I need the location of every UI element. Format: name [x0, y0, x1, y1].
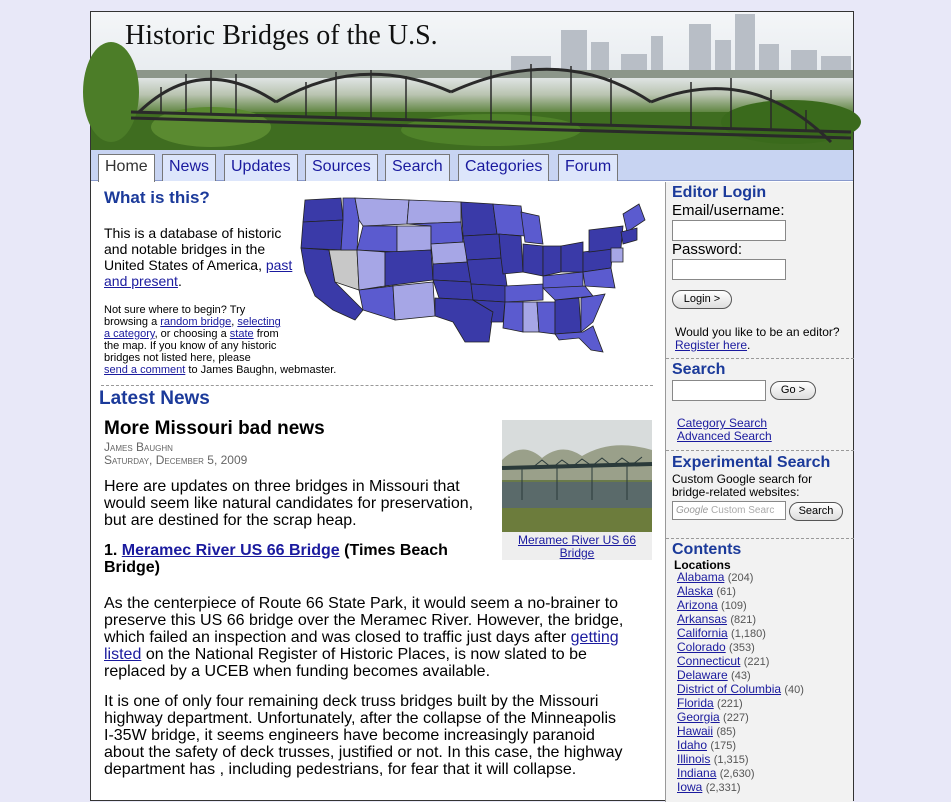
state-link[interactable]: state — [229, 328, 254, 340]
help-text-1: Not sure where to begin? Try browsing a — [104, 304, 246, 328]
password-field[interactable] — [672, 259, 786, 280]
past-and-present-link[interactable]: past and present — [104, 257, 293, 289]
p3-text-b: on the National Register of Historic Places, is now slated to be replaced by a UCEB when funding becomes available. — [104, 646, 587, 680]
section-divider — [101, 385, 653, 386]
state-link[interactable]: Indiana — [677, 766, 717, 780]
password-label: Password: — [672, 241, 743, 258]
help-text-3: , or choosing a — [154, 328, 227, 340]
list-item — [677, 585, 804, 599]
advanced-search-link[interactable]: Advanced Search — [677, 429, 772, 443]
tab-home[interactable]: Home — [98, 154, 155, 182]
help-text-4: from the map. If you know of any historic bridges not listed here, please — [104, 328, 279, 364]
latest-news-heading: Latest News — [99, 388, 210, 409]
state-link[interactable]: Arizona — [677, 598, 718, 612]
news-paragraph-3 — [104, 595, 626, 680]
category-search-link[interactable]: Category Search — [677, 416, 768, 430]
list-item — [677, 781, 804, 795]
state-link[interactable]: Colorado — [677, 640, 726, 654]
state-count: (85) — [716, 726, 736, 738]
site-title: Historic Bridges of the U.S. — [125, 20, 438, 51]
state-count: (175) — [710, 740, 737, 752]
help-text-2: , — [231, 316, 235, 328]
experimental-search-heading: Experimental Search — [672, 454, 831, 471]
google-search-button[interactable]: Search — [789, 502, 843, 521]
help-text-5: to James Baughn, webmaster. — [188, 364, 337, 376]
register-end: . — [747, 338, 751, 352]
state-link[interactable]: Illinois — [677, 752, 711, 766]
state-count: (109) — [721, 600, 747, 612]
list-item — [677, 767, 804, 781]
photo-caption-link[interactable]: Meramec River US 66 Bridge — [517, 533, 637, 560]
sidebar-divider — [666, 538, 854, 539]
editor-invite-text — [675, 326, 845, 352]
list-item — [677, 711, 804, 725]
state-count: (2,630) — [719, 768, 755, 780]
search-input[interactable] — [672, 380, 766, 401]
editor-text: Would you like to be an editor? — [675, 325, 840, 339]
list-item — [677, 683, 804, 697]
contents-heading: Contents — [672, 541, 742, 558]
state-link[interactable]: Alaska — [677, 584, 714, 598]
state-link[interactable]: Iowa — [677, 780, 703, 794]
state-list — [677, 571, 804, 795]
us-states-map[interactable] — [293, 192, 653, 352]
state-link[interactable]: Idaho — [677, 738, 708, 752]
state-link[interactable]: District of Columbia — [677, 682, 782, 696]
state-count: (1,315) — [713, 754, 749, 766]
state-count: (2,331) — [705, 782, 741, 794]
state-count: (43) — [731, 670, 751, 682]
tab-news[interactable]: News — [162, 154, 216, 181]
intro-end: . — [177, 273, 182, 289]
intro-body: This is a database of historic and notable bridges in the United States of America, — [104, 225, 282, 273]
select-category-link[interactable]: selecting a category — [104, 316, 281, 340]
p3-text-a: As the centerpiece of Route 66 State Park, it would seem a no-brainer to preserve this US 66 bridge over the Meramec River. However, the bridge, which failed an inspection and was closed to traffic just days after — [104, 595, 624, 646]
bridge-photo-image[interactable] — [502, 420, 652, 532]
state-count: (227) — [723, 712, 749, 724]
state-count: (204) — [727, 572, 754, 584]
list-item — [677, 739, 804, 753]
editor-login-heading: Editor Login — [672, 184, 767, 201]
item-suffix: (Times Beach Bridge) — [104, 542, 448, 576]
google-logo: Google — [676, 505, 709, 516]
getting-listed-link[interactable]: getting listed — [104, 629, 619, 663]
list-item — [677, 627, 804, 641]
list-item — [677, 725, 804, 739]
tab-updates[interactable]: Updates — [224, 154, 298, 181]
state-link[interactable]: Connecticut — [677, 654, 741, 668]
email-label: Email/username: — [672, 202, 785, 219]
search-heading: Search — [672, 361, 726, 378]
list-item — [677, 599, 804, 613]
help-text-narrow — [104, 304, 289, 364]
item-number: 1. — [104, 542, 118, 559]
email-field[interactable] — [672, 220, 786, 241]
google-placeholder: Custom Searc — [711, 505, 775, 516]
state-count: (61) — [716, 586, 736, 598]
state-count: (40) — [784, 684, 804, 696]
state-count: (221) — [717, 698, 743, 710]
news-paragraph-1: Here are updates on three bridges in Missouri that would seem like natural candidates for preservation, but are destined for the scrap heap. — [104, 478, 474, 529]
random-bridge-link[interactable]: random bridge — [160, 316, 232, 328]
news-date: Saturday, December 5, 2009 — [104, 453, 248, 467]
main-nav — [91, 150, 853, 181]
login-button[interactable]: Login > — [672, 290, 732, 309]
tab-forum[interactable]: Forum — [558, 154, 618, 181]
register-link[interactable]: Register here — [675, 338, 748, 352]
send-comment-link[interactable]: send a comment — [104, 364, 186, 376]
state-link[interactable]: Delaware — [677, 668, 728, 682]
list-item — [677, 571, 804, 585]
state-count: (353) — [729, 642, 755, 654]
tab-sources[interactable]: Sources — [305, 154, 378, 181]
state-link[interactable]: Alabama — [677, 570, 725, 584]
intro-text — [104, 225, 294, 289]
state-link[interactable]: Florida — [677, 696, 714, 710]
sidebar-divider — [666, 450, 854, 451]
news-paragraph-4: It is one of only four remaining deck truss bridges built by the Missouri highway department. Unfortunately, after the collapse of the Minneapolis I-35W bridge, it seems engineers have become increasingly paranoid about the safety of deck trusses, justified or not. In this case, the highway department has , including pedestrians, for fear that it will collapse. — [104, 693, 623, 778]
list-item — [677, 641, 804, 655]
state-count: (221) — [743, 656, 770, 668]
google-search-input[interactable] — [672, 501, 786, 520]
list-item — [677, 613, 804, 627]
tab-categories[interactable]: Categories — [458, 154, 549, 181]
state-link[interactable]: California — [677, 626, 728, 640]
news-author: James Baughn — [104, 440, 173, 454]
news-photo[interactable] — [502, 420, 652, 560]
list-item — [677, 753, 804, 767]
state-count: (821) — [730, 614, 757, 626]
state-link[interactable]: Arkansas — [677, 612, 728, 626]
list-item — [677, 697, 804, 711]
sidebar-divider — [666, 358, 854, 359]
list-item — [677, 669, 804, 683]
state-count: (1,180) — [731, 628, 766, 640]
news-title: More Missouri bad news — [104, 418, 325, 439]
experimental-search-text: Custom Google search for bridge-related websites: — [672, 472, 813, 499]
tab-search[interactable]: Search — [385, 154, 450, 181]
state-link[interactable]: Georgia — [677, 710, 720, 724]
meramec-bridge-link[interactable]: Meramec River US 66 Bridge — [121, 542, 340, 559]
sidebar — [665, 182, 853, 802]
main-content — [91, 182, 665, 802]
go-button[interactable]: Go > — [770, 381, 816, 400]
page-container — [90, 11, 854, 801]
site-banner — [91, 12, 853, 150]
intro-heading: What is this? — [104, 188, 210, 207]
list-item — [677, 655, 804, 669]
state-link[interactable]: Hawaii — [677, 724, 714, 738]
locations-label: Locations — [674, 558, 731, 572]
news-item-heading — [104, 542, 484, 576]
